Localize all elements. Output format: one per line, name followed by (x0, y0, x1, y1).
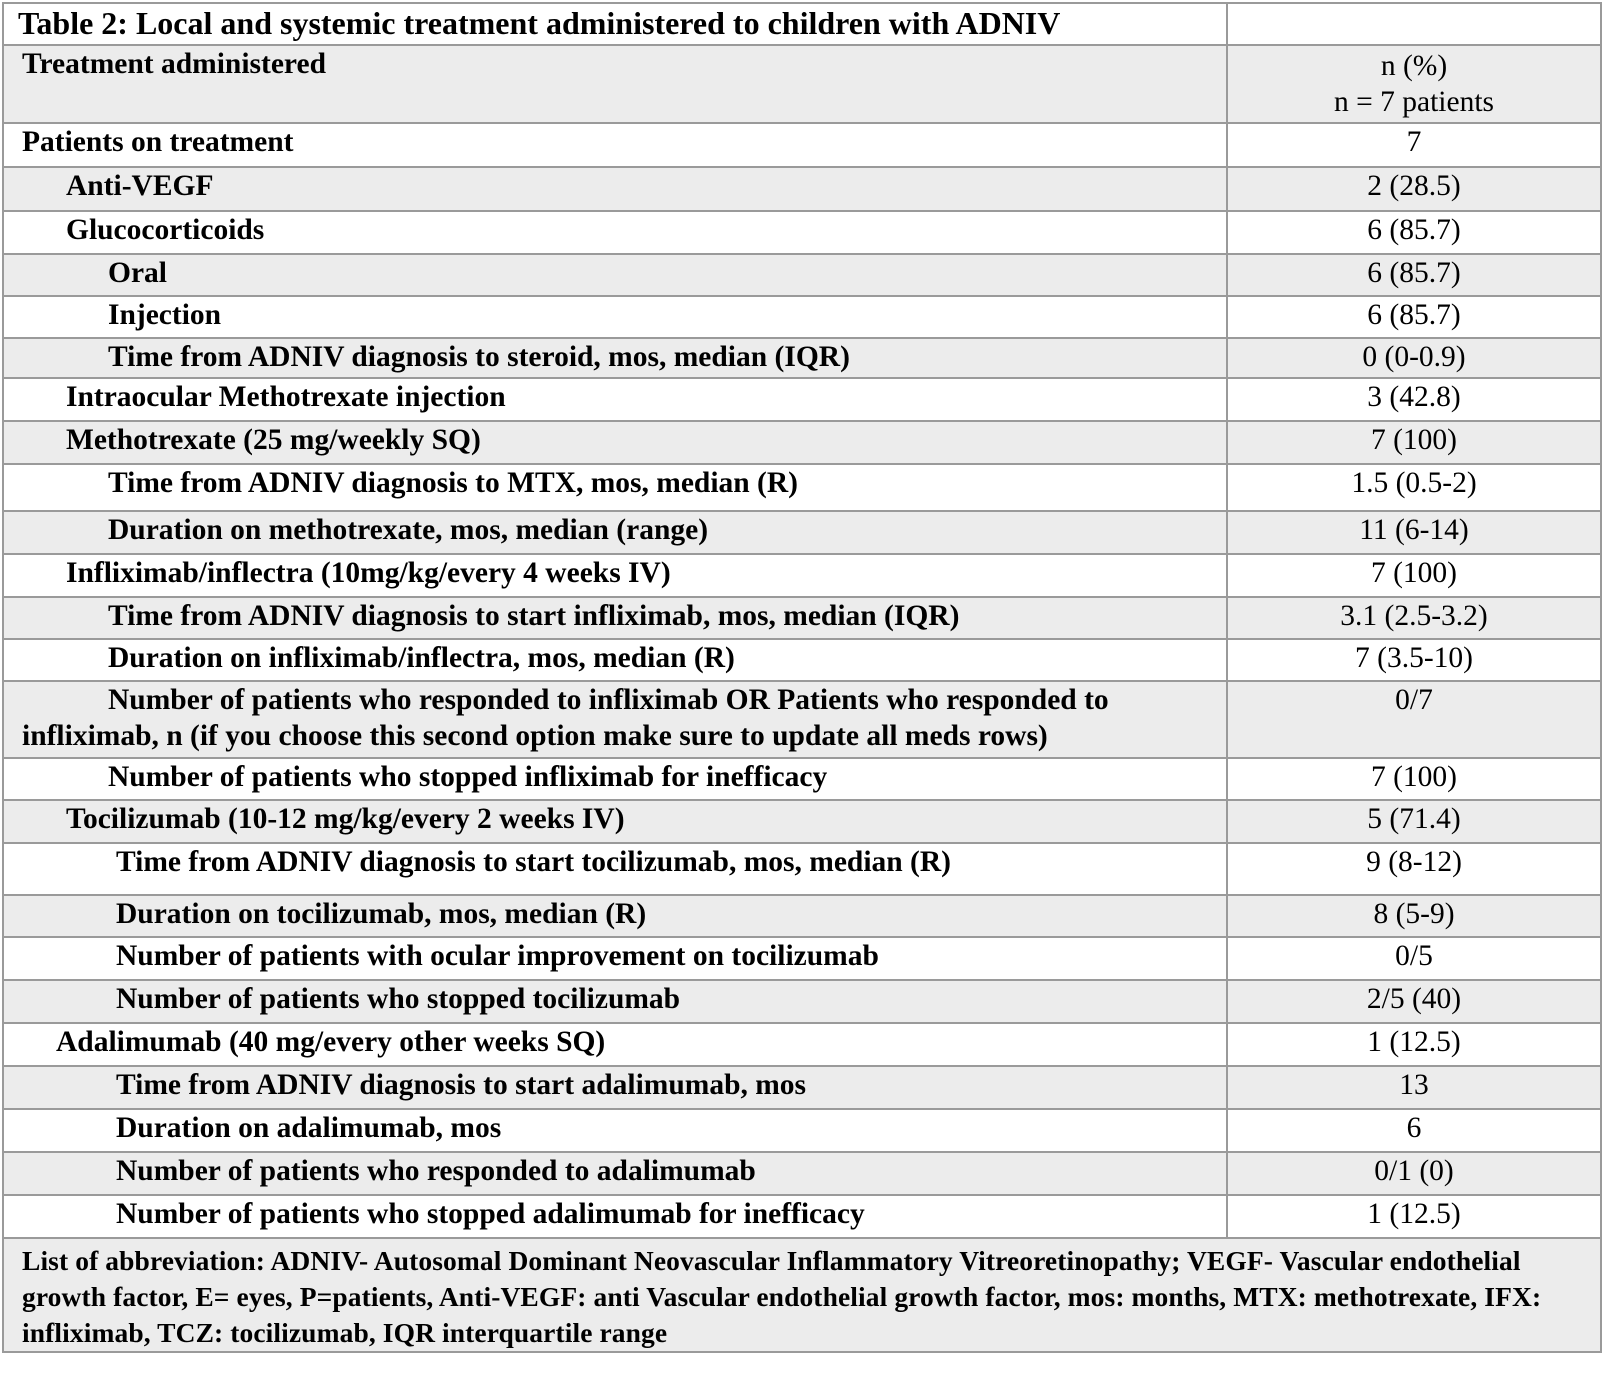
table-row (3, 211, 1601, 254)
table-row (3, 1152, 1601, 1195)
table-row (3, 937, 1601, 980)
row-label: Number of patients with ocular improvement on tocilizumab (3, 937, 1227, 980)
row-value: 8 (5-9) (1227, 895, 1601, 937)
table-title: Table 2: Local and systemic treatment administered to children with ADNIV (3, 3, 1227, 45)
table-row (3, 1066, 1601, 1109)
row-value: 11 (6-14) (1227, 511, 1601, 554)
row-label: Patients on treatment (3, 123, 1227, 167)
row-label: Time from ADNIV diagnosis to start infliximab, mos, median (IQR) (3, 597, 1227, 639)
table-row (3, 254, 1601, 296)
table-row (3, 421, 1601, 464)
row-value: 6 (85.7) (1227, 254, 1601, 296)
table-row (3, 554, 1601, 597)
table-row (3, 681, 1601, 758)
title-empty-cell (1227, 3, 1601, 45)
row-label: Glucocorticoids (3, 211, 1227, 254)
table-row (3, 1195, 1601, 1238)
row-value: 5 (71.4) (1227, 800, 1601, 843)
header-value (1227, 45, 1601, 123)
row-label: Infliximab/inflectra (10mg/kg/every 4 weeks IV) (3, 554, 1227, 597)
row-value: 7 (100) (1227, 554, 1601, 597)
row-value: 7 (100) (1227, 421, 1601, 464)
table-row (3, 296, 1601, 338)
row-label: Number of patients who stopped infliximab for inefficacy (3, 758, 1227, 800)
footnote: List of abbreviation: ADNIV- Autosomal Dominant Neovascular Inflammatory Vitreoretinopathy; VEGF- Vascular endothelial growth factor, E= eyes, P=patients, Anti-VEGF: anti Vascular endothelial growth factor, mos: months, MTX: methotrexate, IFX: infliximab, TCZ: tocilizumab, IQR interquartile range (3, 1238, 1601, 1352)
row-value: 6 (85.7) (1227, 211, 1601, 254)
row-value: 1 (12.5) (1227, 1023, 1601, 1066)
row-label: Injection (3, 296, 1227, 338)
table-row (3, 800, 1601, 843)
row-value: 3 (42.8) (1227, 378, 1601, 421)
row-label: Time from ADNIV diagnosis to MTX, mos, median (R) (3, 464, 1227, 511)
header-value-line2: n = 7 patients (1333, 86, 1495, 118)
table-row (3, 843, 1601, 895)
row-label: Duration on infliximab/inflectra, mos, median (R) (3, 639, 1227, 681)
row-value: 1.5 (0.5-2) (1227, 464, 1601, 511)
row-value: 6 (85.7) (1227, 296, 1601, 338)
row-value: 0 (0-0.9) (1227, 338, 1601, 378)
row-value: 6 (1227, 1109, 1601, 1152)
row-label: Tocilizumab (10-12 mg/kg/every 2 weeks IV) (3, 800, 1227, 843)
row-value: 7 (100) (1227, 758, 1601, 800)
row-value: 3.1 (2.5-3.2) (1227, 597, 1601, 639)
row-value: 0/1 (0) (1227, 1152, 1601, 1195)
row-value: 9 (8-12) (1227, 843, 1601, 895)
table-row (3, 378, 1601, 421)
table-row (3, 167, 1601, 211)
row-label: Time from ADNIV diagnosis to start tocilizumab, mos, median (R) (3, 843, 1227, 895)
row-label: Number of patients who responded to adalimumab (3, 1152, 1227, 1195)
row-label: Time from ADNIV diagnosis to start adalimumab, mos (3, 1066, 1227, 1109)
table-row (3, 464, 1601, 511)
row-label: Time from ADNIV diagnosis to steroid, mos, median (IQR) (3, 338, 1227, 378)
row-label: Number of patients who responded to infliximab OR Patients who responded to infliximab, n (if you choose this second option make sure to update all meds rows) (3, 681, 1227, 758)
row-label: Duration on tocilizumab, mos, median (R) (3, 895, 1227, 937)
row-label: Number of patients who stopped tocilizumab (3, 980, 1227, 1023)
row-value: 13 (1227, 1066, 1601, 1109)
row-value: 2/5 (40) (1227, 980, 1601, 1023)
row-value: 0/5 (1227, 937, 1601, 980)
table-row (3, 639, 1601, 681)
table-row (3, 1109, 1601, 1152)
header-label: Treatment administered (3, 45, 1227, 123)
row-label: Intraocular Methotrexate injection (3, 378, 1227, 421)
table-row (3, 338, 1601, 378)
row-value: 7 (3.5-10) (1227, 639, 1601, 681)
row-label: Number of patients who stopped adalimumab for inefficacy (3, 1195, 1227, 1238)
treatment-table (2, 2, 1602, 1353)
table-row (3, 511, 1601, 554)
row-label: Duration on methotrexate, mos, median (range) (3, 511, 1227, 554)
table-row (3, 895, 1601, 937)
table-row (3, 1023, 1601, 1066)
row-value: 0/7 (1227, 681, 1601, 758)
row-value: 7 (1227, 123, 1601, 167)
row-value: 2 (28.5) (1227, 167, 1601, 211)
row-label: Oral (3, 254, 1227, 296)
table-row (3, 597, 1601, 639)
row-label: Anti-VEGF (3, 167, 1227, 211)
table-row (3, 758, 1601, 800)
table-row (3, 123, 1601, 167)
row-label: Adalimumab (40 mg/every other weeks SQ) (3, 1023, 1227, 1066)
table-row (3, 980, 1601, 1023)
header-value-line1: n (%) (1380, 50, 1448, 82)
row-label: Duration on adalimumab, mos (3, 1109, 1227, 1152)
row-value: 1 (12.5) (1227, 1195, 1601, 1238)
row-label: Methotrexate (25 mg/weekly SQ) (3, 421, 1227, 464)
